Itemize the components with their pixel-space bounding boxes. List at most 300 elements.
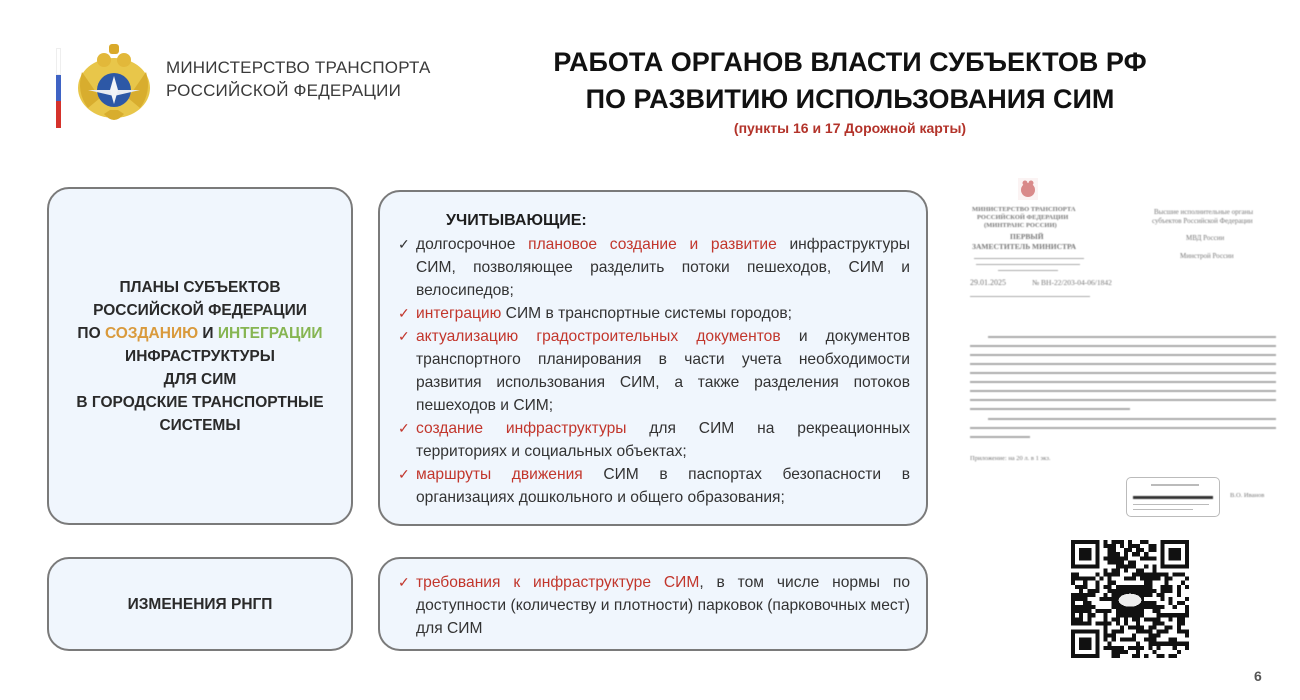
qr-module bbox=[1136, 646, 1140, 650]
qr-module bbox=[1140, 548, 1144, 552]
qr-module bbox=[1140, 577, 1144, 581]
qr-module bbox=[1136, 552, 1140, 556]
letter-recipient: МВД России bbox=[1186, 234, 1225, 242]
qr-module bbox=[1144, 589, 1148, 593]
qr-module bbox=[1148, 601, 1152, 605]
letter-signer: В.О. Иванов bbox=[1230, 492, 1265, 499]
qr-module bbox=[1112, 646, 1116, 650]
plans-line: СИСТЕМЫ bbox=[159, 416, 241, 434]
letter-emblem-icon bbox=[1018, 178, 1038, 200]
qr-module bbox=[1185, 609, 1189, 613]
qr-module bbox=[1144, 556, 1148, 560]
qr-module bbox=[1144, 593, 1148, 597]
qr-module bbox=[1152, 605, 1156, 609]
qr-module bbox=[1071, 581, 1075, 585]
qr-module bbox=[1079, 585, 1083, 589]
qr-module bbox=[1075, 609, 1079, 613]
qr-module bbox=[1104, 585, 1108, 589]
qr-module bbox=[1148, 630, 1152, 634]
qr-module bbox=[1104, 613, 1108, 617]
qr-module bbox=[1148, 646, 1152, 650]
qr-module bbox=[1112, 630, 1116, 634]
stamp-bar bbox=[1133, 496, 1213, 499]
qr-module bbox=[1083, 581, 1087, 585]
qr-module bbox=[1083, 597, 1087, 601]
qr-module bbox=[1124, 552, 1128, 556]
qr-module bbox=[1079, 577, 1083, 581]
qr-module bbox=[1152, 650, 1156, 654]
qr-module bbox=[1165, 577, 1169, 581]
qr-module bbox=[1177, 625, 1181, 629]
qr-module bbox=[1116, 568, 1120, 572]
qr-module bbox=[1161, 593, 1165, 597]
qr-module bbox=[1169, 597, 1173, 601]
qr-module bbox=[1173, 654, 1177, 658]
qr-module bbox=[1112, 654, 1116, 658]
qr-module bbox=[1099, 609, 1103, 613]
letter-address-line bbox=[976, 264, 1080, 265]
qr-module bbox=[1071, 605, 1075, 609]
qr-module bbox=[1079, 609, 1083, 613]
qr-module bbox=[1124, 650, 1128, 654]
qr-module bbox=[1104, 593, 1108, 597]
considering-heading: УЧИТЫВАЮЩИЕ: bbox=[446, 212, 587, 229]
qr-module bbox=[1152, 564, 1156, 568]
list-item bbox=[398, 417, 910, 463]
qr-module bbox=[1071, 613, 1075, 617]
qr-module bbox=[1156, 593, 1160, 597]
qr-module bbox=[1099, 577, 1103, 581]
qr-module bbox=[1185, 577, 1189, 581]
qr-module bbox=[1108, 621, 1112, 625]
requirements-box bbox=[378, 557, 928, 651]
qr-module bbox=[1128, 625, 1132, 629]
qr-module bbox=[1079, 621, 1083, 625]
qr-module bbox=[1083, 577, 1087, 581]
qr-module bbox=[1116, 556, 1120, 560]
qr-module bbox=[1173, 613, 1177, 617]
qr-module bbox=[1181, 601, 1185, 605]
qr-module bbox=[1108, 585, 1112, 589]
item-highlight: плановое создание и развитие bbox=[528, 236, 777, 253]
qr-module bbox=[1148, 617, 1152, 621]
qr-module bbox=[1120, 650, 1124, 654]
qr-module bbox=[1112, 593, 1116, 597]
qr-module bbox=[1177, 573, 1181, 577]
qr-module bbox=[1087, 617, 1091, 621]
qr-module bbox=[1185, 634, 1189, 638]
qr-module bbox=[1108, 597, 1112, 601]
qr-module bbox=[1104, 573, 1108, 577]
qr-module bbox=[1161, 573, 1165, 577]
qr-module bbox=[1185, 585, 1189, 589]
qr-module bbox=[1148, 544, 1152, 548]
qr-module bbox=[1071, 593, 1075, 597]
qr-module bbox=[1091, 605, 1095, 609]
slide-subtitle: (пункты 16 и 17 Дорожной карты) bbox=[733, 120, 967, 136]
qr-module bbox=[1140, 630, 1144, 634]
qr-module bbox=[1099, 621, 1103, 625]
qr-module bbox=[1104, 646, 1108, 650]
qr-module bbox=[1152, 556, 1156, 560]
qr-module bbox=[1071, 573, 1075, 577]
list-item bbox=[398, 325, 910, 417]
list-item bbox=[398, 571, 910, 640]
page-number: 6 bbox=[1254, 668, 1262, 684]
qr-module bbox=[1079, 613, 1083, 617]
qr-module bbox=[1120, 630, 1124, 634]
qr-module bbox=[1124, 621, 1128, 625]
qr-module bbox=[1148, 585, 1152, 589]
qr-module bbox=[1148, 548, 1152, 552]
qr-module bbox=[1132, 560, 1136, 564]
plans-box bbox=[47, 187, 353, 525]
item-highlight: актуализацию градостроительных документов bbox=[416, 328, 781, 345]
qr-module bbox=[1083, 585, 1087, 589]
checkmark-icon: ✓ bbox=[398, 420, 410, 436]
qr-module bbox=[1177, 630, 1181, 634]
qr-module bbox=[1128, 540, 1132, 544]
letter-body-line bbox=[970, 345, 1276, 347]
item-text: и документов транспортного планирования в части учета необходимости развития использования СИМ, а также разделения потоков пешеходов и СИМ; bbox=[416, 328, 910, 414]
qr-module bbox=[1075, 585, 1079, 589]
qr-module bbox=[1181, 642, 1185, 646]
item-highlight: создание инфраструктуры bbox=[416, 420, 627, 437]
qr-module bbox=[1091, 613, 1095, 617]
qr-module bbox=[1173, 573, 1177, 577]
qr-module bbox=[1132, 544, 1136, 548]
qr-module bbox=[1140, 646, 1144, 650]
qr-module bbox=[1083, 621, 1087, 625]
qr-module bbox=[1108, 609, 1112, 613]
letter-body-line bbox=[988, 418, 1276, 420]
qr-module bbox=[1152, 573, 1156, 577]
qr-module bbox=[1132, 625, 1136, 629]
qr-module bbox=[1165, 585, 1169, 589]
qr-module bbox=[1087, 589, 1091, 593]
qr-module bbox=[1136, 617, 1140, 621]
qr-module bbox=[1112, 638, 1116, 642]
qr-module bbox=[1108, 577, 1112, 581]
qr-module bbox=[1079, 589, 1083, 593]
qr-module bbox=[1148, 605, 1152, 609]
qr-module bbox=[1104, 617, 1108, 621]
qr-module bbox=[1104, 609, 1108, 613]
qr-module bbox=[1091, 577, 1095, 581]
qr-module bbox=[1075, 597, 1079, 601]
qr-module bbox=[1185, 613, 1189, 617]
qr-module bbox=[1177, 621, 1181, 625]
list-item bbox=[398, 233, 910, 302]
qr-module bbox=[1124, 556, 1128, 560]
qr-module bbox=[1161, 642, 1165, 646]
qr-module bbox=[1112, 597, 1116, 601]
qr-module bbox=[1140, 556, 1144, 560]
qr-module bbox=[1185, 597, 1189, 601]
qr-module bbox=[1120, 544, 1124, 548]
qr-module bbox=[1161, 654, 1165, 658]
qr-module bbox=[1116, 654, 1120, 658]
qr-module bbox=[1140, 625, 1144, 629]
qr-module bbox=[1181, 621, 1185, 625]
letter-body-line bbox=[970, 354, 1276, 356]
letter-number: № ВН-22/203-04-06/1842 bbox=[1032, 278, 1112, 287]
letter-body-line bbox=[970, 408, 1130, 410]
qr-module bbox=[1177, 650, 1181, 654]
qr-module bbox=[1177, 613, 1181, 617]
plans-line: ИНФРАСТРУКТУРЫ bbox=[125, 347, 275, 365]
qr-module bbox=[1112, 560, 1116, 564]
qr-module bbox=[1128, 548, 1132, 552]
letter-body-line bbox=[970, 372, 1276, 374]
qr-module bbox=[1104, 638, 1108, 642]
qr-module bbox=[1136, 654, 1140, 658]
letter-body-line bbox=[970, 363, 1276, 365]
qr-module bbox=[1173, 642, 1177, 646]
qr-module bbox=[1177, 601, 1181, 605]
qr-module bbox=[1144, 552, 1148, 556]
qr-module bbox=[1095, 581, 1099, 585]
qr-module bbox=[1152, 601, 1156, 605]
qr-module bbox=[1112, 556, 1116, 560]
qr-module bbox=[1185, 642, 1189, 646]
checkmark-icon: ✓ bbox=[398, 236, 410, 252]
qr-module bbox=[1156, 609, 1160, 613]
qr-module bbox=[1185, 630, 1189, 634]
qr-module bbox=[1124, 613, 1128, 617]
qr-module bbox=[1075, 605, 1079, 609]
ministry-name bbox=[166, 56, 431, 102]
letter-body-line bbox=[988, 336, 1276, 338]
letter-body-line bbox=[970, 436, 1030, 438]
qr-module bbox=[1071, 597, 1075, 601]
qr-module bbox=[1124, 617, 1128, 621]
qr-module bbox=[1181, 630, 1185, 634]
qr-module bbox=[1165, 573, 1169, 577]
qr-module bbox=[1156, 634, 1160, 638]
qr-module bbox=[1161, 630, 1165, 634]
qr-module bbox=[1112, 548, 1116, 552]
qr-module bbox=[1169, 625, 1173, 629]
qr-module bbox=[1144, 617, 1148, 621]
qr-module bbox=[1087, 621, 1091, 625]
qr-module bbox=[1071, 601, 1075, 605]
qr-module bbox=[1156, 642, 1160, 646]
qr-module bbox=[1165, 630, 1169, 634]
plans-word: И bbox=[198, 324, 218, 342]
qr-module bbox=[1156, 605, 1160, 609]
qr-module bbox=[1177, 593, 1181, 597]
letter-attachment: Приложение: на 20 л. в 1 экз. bbox=[970, 455, 1051, 462]
qr-module bbox=[1108, 581, 1112, 585]
qr-module bbox=[1095, 609, 1099, 613]
item-text: СИМ в транспортные системы городов; bbox=[501, 305, 793, 322]
qr-module bbox=[1169, 548, 1181, 560]
qr-module bbox=[1156, 617, 1160, 621]
qr-module bbox=[1116, 650, 1120, 654]
qr-module bbox=[1148, 593, 1152, 597]
qr-module bbox=[1132, 577, 1136, 581]
qr-module bbox=[1087, 609, 1091, 613]
qr-module bbox=[1136, 625, 1140, 629]
qr-module bbox=[1169, 638, 1173, 642]
qr-module bbox=[1152, 625, 1156, 629]
qr-module bbox=[1136, 573, 1140, 577]
qr-module bbox=[1152, 609, 1156, 613]
qr-module bbox=[1091, 593, 1095, 597]
qr-module bbox=[1132, 564, 1136, 568]
qr-module bbox=[1108, 544, 1112, 548]
qr-module bbox=[1112, 634, 1116, 638]
plans-word: ПО bbox=[77, 324, 105, 342]
qr-module bbox=[1108, 548, 1112, 552]
qr-module bbox=[1112, 552, 1116, 556]
qr-module bbox=[1181, 617, 1185, 621]
plans-line: ДЛЯ СИМ bbox=[163, 370, 237, 388]
plans-line bbox=[76, 322, 323, 345]
qr-module bbox=[1177, 589, 1181, 593]
qr-module bbox=[1095, 589, 1099, 593]
qr-module bbox=[1132, 654, 1136, 658]
qr-module bbox=[1112, 650, 1116, 654]
qr-module bbox=[1148, 581, 1152, 585]
qr-module bbox=[1156, 613, 1160, 617]
qr-module bbox=[1161, 613, 1165, 617]
qr-module bbox=[1112, 540, 1116, 544]
qr-module bbox=[1185, 605, 1189, 609]
qr-module bbox=[1165, 613, 1169, 617]
qr-module bbox=[1104, 597, 1108, 601]
letter-body-line bbox=[970, 381, 1276, 383]
qr-module bbox=[1128, 560, 1132, 564]
qr-module bbox=[1128, 613, 1132, 617]
letter-position: ЗАМЕСТИТЕЛЬ МИНИСТРА bbox=[972, 242, 1077, 251]
item-text: , в том числе нормы по доступности (количеству и плотности) парковок (парковочных мест) для СИМ bbox=[416, 574, 910, 637]
qr-module bbox=[1128, 646, 1132, 650]
qr-module bbox=[1144, 654, 1148, 658]
plans-line: В ГОРОДСКИЕ ТРАНСПОРТНЫЕ bbox=[76, 393, 324, 411]
qr-module bbox=[1136, 548, 1140, 552]
e-signature-stamp bbox=[1126, 477, 1220, 517]
qr-module bbox=[1140, 573, 1144, 577]
qr-module bbox=[1148, 577, 1152, 581]
qr-module bbox=[1152, 589, 1156, 593]
checkmark-icon: ✓ bbox=[398, 328, 410, 344]
qr-module bbox=[1116, 573, 1120, 577]
qr-module bbox=[1144, 630, 1148, 634]
qr-module bbox=[1095, 573, 1099, 577]
russian-flag-stripe bbox=[56, 48, 61, 128]
qr-module bbox=[1136, 613, 1140, 617]
qr-module bbox=[1108, 560, 1112, 564]
qr-module bbox=[1148, 638, 1152, 642]
letter-address-line bbox=[974, 258, 1084, 259]
qr-module bbox=[1116, 621, 1120, 625]
qr-module bbox=[1173, 605, 1177, 609]
list-item bbox=[398, 302, 910, 325]
item-highlight: требования к инфраструктуре СИМ bbox=[416, 574, 700, 591]
qr-module bbox=[1144, 577, 1148, 581]
qr-module bbox=[1161, 621, 1165, 625]
qr-module bbox=[1112, 589, 1116, 593]
qr-module bbox=[1108, 642, 1112, 646]
qr-module bbox=[1132, 646, 1136, 650]
letter-position: ПЕРВЫЙ bbox=[1010, 232, 1044, 241]
qr-module bbox=[1112, 601, 1116, 605]
qr-module bbox=[1104, 556, 1108, 560]
plans-word-integration: ИНТЕГРАЦИИ bbox=[217, 324, 323, 342]
qr-module bbox=[1152, 548, 1156, 552]
checkmark-icon: ✓ bbox=[398, 305, 410, 321]
qr-module bbox=[1144, 573, 1148, 577]
qr-module bbox=[1079, 597, 1083, 601]
ministry-line1: МИНИСТЕРСТВО ТРАНСПОРТА bbox=[166, 58, 431, 77]
qr-module bbox=[1116, 613, 1120, 617]
qr-module bbox=[1104, 568, 1108, 572]
plans-line: РОССИЙСКОЙ ФЕДЕРАЦИИ bbox=[93, 301, 307, 319]
qr-module bbox=[1104, 621, 1108, 625]
qr-module bbox=[1120, 613, 1124, 617]
qr-module bbox=[1148, 642, 1152, 646]
qr-module bbox=[1120, 638, 1124, 642]
letter-sender: РОССИЙСКОЙ ФЕДЕРАЦИИ bbox=[977, 214, 1069, 221]
qr-code-icon[interactable] bbox=[1070, 540, 1190, 658]
qr-module bbox=[1079, 548, 1091, 560]
qr-module bbox=[1124, 568, 1128, 572]
qr-module bbox=[1181, 573, 1185, 577]
qr-module bbox=[1104, 625, 1108, 629]
qr-module bbox=[1169, 617, 1173, 621]
stamp-line bbox=[1133, 509, 1193, 510]
qr-module bbox=[1124, 564, 1128, 568]
qr-module bbox=[1112, 573, 1116, 577]
qr-module bbox=[1169, 585, 1173, 589]
list-item bbox=[398, 463, 910, 509]
qr-module bbox=[1104, 540, 1108, 544]
qr-module bbox=[1112, 568, 1116, 572]
qr-logo-icon bbox=[1119, 594, 1142, 607]
qr-module bbox=[1087, 605, 1091, 609]
qr-module bbox=[1152, 634, 1156, 638]
qr-module bbox=[1124, 638, 1128, 642]
qr-module bbox=[1116, 617, 1120, 621]
qr-module bbox=[1108, 646, 1112, 650]
qr-module bbox=[1099, 597, 1103, 601]
qr-module bbox=[1108, 589, 1112, 593]
qr-module bbox=[1095, 585, 1099, 589]
qr-module bbox=[1075, 617, 1079, 621]
qr-module bbox=[1165, 581, 1169, 585]
qr-module bbox=[1152, 568, 1156, 572]
qr-module bbox=[1144, 605, 1148, 609]
stamp-line bbox=[1133, 504, 1209, 505]
qr-module bbox=[1087, 613, 1091, 617]
qr-module bbox=[1108, 552, 1112, 556]
letter-body-line bbox=[970, 399, 1276, 401]
checkmark-icon: ✓ bbox=[398, 466, 410, 482]
letter-recipient: Высшие исполнительные органы bbox=[1154, 208, 1254, 216]
qr-module bbox=[1177, 642, 1181, 646]
qr-module bbox=[1152, 642, 1156, 646]
plans-line: ПЛАНЫ СУБЪЕКТОВ bbox=[119, 278, 281, 296]
qr-module bbox=[1104, 544, 1108, 548]
letter-sender: (МИНТРАНС РОССИИ) bbox=[984, 222, 1057, 229]
letter-ref-line bbox=[970, 296, 1090, 297]
qr-module bbox=[1112, 581, 1116, 585]
qr-module bbox=[1161, 605, 1165, 609]
qr-module bbox=[1087, 593, 1091, 597]
qr-module bbox=[1144, 638, 1148, 642]
